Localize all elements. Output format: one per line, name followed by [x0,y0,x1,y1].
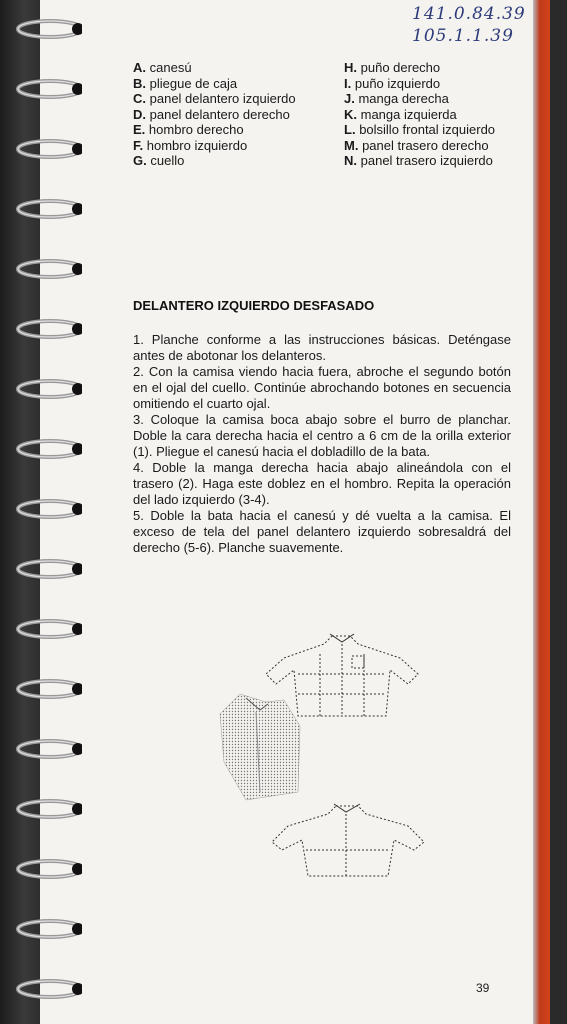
legend-item: B. pliegue de caja [133,75,238,91]
legend-right [344,60,495,169]
instruction-step: 1. Planche conforme a las instrucciones básicas. Deténgase antes de abotonar los delanteros. [133,332,511,363]
legend-item: C. panel delantero izquierdo [133,91,296,106]
instruction-step: 5. Doble la bata hacia el canesú y dé vuelta a la camisa. El exceso de tela del panel delantero izquierdo sobresaldrá del derecho (5-6). Planche suavemente. [133,508,511,555]
spiral-ring [4,138,82,160]
instructions [133,332,511,556]
spiral-ring [4,378,82,400]
legend-left [133,60,296,169]
section-title: DELANTERO IZQUIERDO DESFASADO [133,298,375,313]
page-number: 39 [476,981,490,995]
spiral-ring [4,978,82,1000]
legend-item: A. canesú [133,60,192,75]
legend-item: M. panel trasero derecho [344,137,489,153]
instruction-step: 4. Doble la manga derecha hacia abajo alineándola con el trasero (2). Haga este doblez en el hombro. Repita la operación del lado izquierdo (3-4). [133,460,511,507]
spiral-ring [4,858,82,880]
spiral-ring [4,918,82,940]
spiral-ring [4,18,82,40]
spiral-ring [4,498,82,520]
legend-item: J. manga derecha [344,91,449,106]
shirt-diagram-bottom [268,800,428,884]
legend-item: H. puño derecho [344,60,441,75]
legend-item: L. bolsillo frontal izquierdo [344,122,496,137]
legend-item: F. hombro izquierdo [133,137,248,153]
legend-item: I. puño izquierdo [344,75,441,91]
spiral-ring [4,198,82,220]
spiral-ring [4,318,82,340]
legend-item: G. cuello [133,153,185,168]
spiral-ring [4,78,82,100]
spiral-ring [4,618,82,640]
handwritten-code-2: 105.1.1.39 [412,26,514,46]
folded-shirt-photo [216,692,302,802]
legend-item: K. manga izquierda [344,106,457,122]
legend-item: N. panel trasero izquierdo [344,153,493,168]
spiral-ring [4,678,82,700]
spiral-ring [4,738,82,760]
handwritten-code-1: 141.0.84.39 [412,4,526,24]
spiral-ring [4,258,82,280]
legend-item: D. panel delantero derecho [133,106,290,122]
page-edge [533,0,550,1024]
spiral-ring [4,438,82,460]
spiral-ring [4,558,82,580]
instruction-step: 3. Coloque la camisa boca abajo sobre el burro de planchar. Doble la cara derecha hacia el centro a 6 cm de la orilla exterior (1). Pliegue el canesú hacia el dobladillo de la bata. [133,412,511,459]
spiral-ring [4,798,82,820]
instruction-step: 2. Con la camisa viendo hacia fuera, abroche el segundo botón en el ojal del cuello. Continúe abrochando botones en secuencia omitiendo el cuarto ojal. [133,364,511,411]
legend-item: E. hombro derecho [133,122,244,137]
